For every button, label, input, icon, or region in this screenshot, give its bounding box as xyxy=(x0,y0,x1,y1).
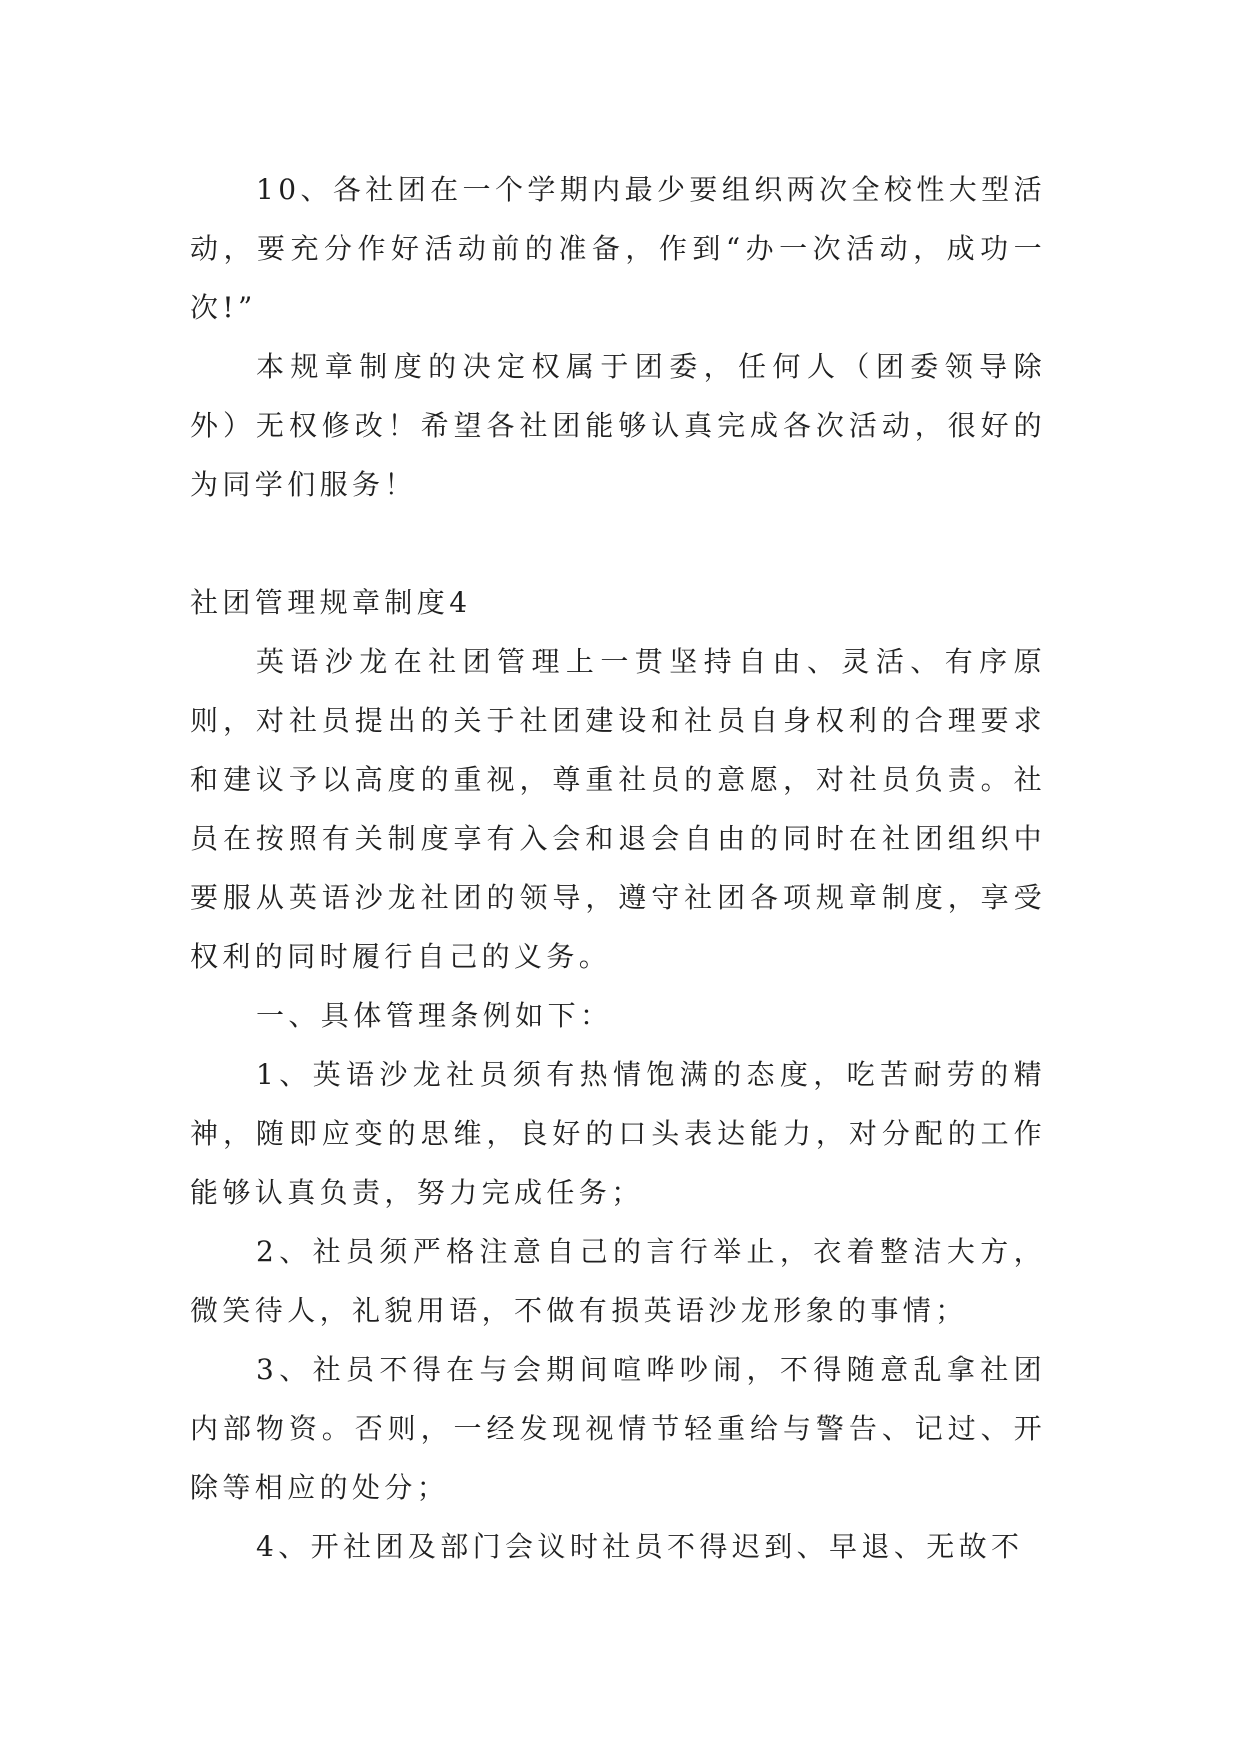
section-spacer xyxy=(190,514,1046,573)
paragraph-intro: 英语沙龙在社团管理上一贯坚持自由、灵活、有序原则，对社员提出的关于社团建设和社员自身权利的合理要求和建议予以高度的重视，尊重社员的意愿，对社员负责。社员在按照有关制度享有入会和退会自由的同时在社团组织中要服从英语沙龙社团的领导，遵守社团各项规章制度，享受权利的同时履行自己的义务。 xyxy=(190,645,1046,973)
paragraph-item-10: 10、各社团在一个学期内最少要组织两次全校性大型活动，要充分作好活动前的准备，作到“办一次活动，成功一次!” xyxy=(190,173,1046,324)
paragraph-rule-3: 3、社员不得在与会期间喧哗吵闹，不得随意乱拿社团内部物资。否则，一经发现视情节轻重给与警告、记过、开除等相应的处分； xyxy=(190,1353,1046,1504)
paragraph-rules-heading: 一、具体管理条例如下： xyxy=(256,999,613,1032)
paragraph-authority-statement: 本规章制度的决定权属于团委，任何人（团委领导除外）无权修改！希望各社团能够认真完成各次活动，很好的为同学们服务！ xyxy=(190,350,1046,501)
paragraph-rule-1: 1、英语沙龙社员须有热情饱满的态度，吃苦耐劳的精神，随即应变的思维，良好的口头表达能力，对分配的工作能够认真负责，努力完成任务； xyxy=(190,1058,1046,1209)
paragraph-rule-4: 4、开社团及部门会议时社员不得迟到、早退、无故不 xyxy=(256,1530,1024,1563)
document-body xyxy=(190,160,1046,1576)
section-title: 社团管理规章制度4 xyxy=(190,586,472,619)
paragraph-rule-2: 2、社员须严格注意自己的言行举止，衣着整洁大方，微笑待人，礼貌用语，不做有损英语沙龙形象的事情； xyxy=(190,1235,1046,1327)
